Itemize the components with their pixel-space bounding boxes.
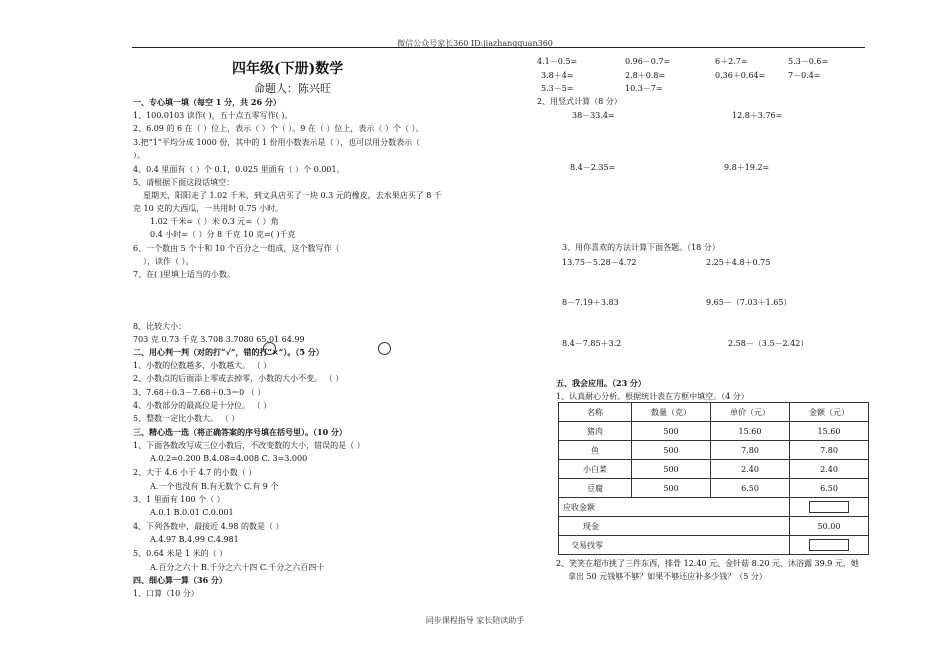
choice-q5: 5、0.64 米是 1 米的（ ）	[133, 549, 228, 558]
easy-calc: 9.65－（7.03＋1.65）	[706, 298, 792, 307]
answer-box[interactable]	[809, 501, 849, 513]
choice-q3-options: A.0.1 B.0.01 C.0.001	[150, 508, 234, 517]
table-cell: 15.60	[790, 422, 869, 441]
table-header-cell: 数量（克）	[632, 403, 711, 422]
page-title: 四年级(下册)数学	[232, 61, 344, 77]
choice-q4-options: A.4.97 B.4.99 C.4.981	[150, 535, 239, 544]
easy-calc: 13.75－5.28－4.72	[562, 258, 637, 267]
stats-table	[558, 402, 869, 555]
vertical-calc: 38－33.4=	[572, 111, 615, 120]
table-cell: 500	[632, 460, 711, 479]
choice-q2-options: A.一个也没有 B.有无数个 C.有 9 个	[150, 482, 279, 491]
table-cell: 豆腐	[559, 479, 632, 498]
oral-calc: 2.8＋0.8=	[625, 71, 666, 80]
judge-q1: 1、小数的位数越多，小数越大。 （ ）	[133, 361, 272, 370]
fill-q1: 1、100.0103 读作( )，五十点五零写作( )。	[133, 111, 293, 120]
oral-calc: 3.8＋4=	[541, 71, 574, 80]
fill-q5-text1: 星期天，阳阳走了 1.02 千米，到文具店买了一块 0.3 元的橡皮，去水果店买了 8 千	[143, 191, 442, 200]
section-4-sub1: 1、口算（10 分）	[133, 589, 199, 598]
table-cell: 鱼	[559, 441, 632, 460]
due-label: 应收金额	[563, 502, 595, 512]
easy-calc: 2.58－（3.5－2.42）	[728, 339, 809, 348]
section-4-title: 四、细心算一算（36 分）	[133, 575, 227, 585]
choice-q5-options: A.百分之六十 B.千分之六十四 C.千分之六百四十	[150, 563, 325, 572]
table-row	[559, 460, 869, 479]
table-cell: 2.40	[711, 460, 790, 479]
header-rule	[132, 47, 865, 48]
apply-q1: 1、认真耐心分析。根据统计表在方框中填空。（4 分）	[556, 392, 749, 401]
easy-calc: 8.4－7.85＋3.2	[562, 339, 622, 348]
change-label: 交易找零	[571, 540, 603, 550]
fill-q3-line1: 3.把“1”平均分成 1000 份，其中的 1 份用小数表示是（ ），也可以用分数表示（	[133, 138, 421, 147]
table-cell: 6.50	[711, 479, 790, 498]
fill-q5: 5、请根据下面这段话填空：	[133, 178, 235, 187]
section-3-title: 三、精心选一选（将正确答案的序号填在括号里）。（10 分）	[133, 427, 347, 437]
choice-q3: 3、1 里面有 100 个（ ）	[133, 495, 225, 504]
table-row	[559, 441, 869, 460]
table-row	[559, 422, 869, 441]
vertical-calc: 12.8＋3.76=	[732, 111, 783, 120]
fill-q6-line1: 6、一个数由 5 个十和 10 个百分之一组成，这个数写作（	[133, 244, 340, 253]
table-cell	[790, 498, 869, 517]
table-cell: 500	[632, 441, 711, 460]
vertical-calc: 9.8＋19.2=	[724, 163, 770, 172]
answer-box[interactable]	[809, 539, 849, 551]
judge-q4: 4、小数部分的最高位是十分位。 （ ）	[133, 401, 272, 410]
choice-q2: 2、大于 4.6 小于 4.7 的小数（ ）	[133, 468, 257, 477]
table-row	[559, 517, 869, 536]
table-cell: 7.80	[790, 441, 869, 460]
section-5-title: 五、我会应用。（23 分）	[556, 378, 646, 388]
vertical-calc: 8.4－2.35=	[570, 163, 616, 172]
fill-q8-items: 703 克 0.73 千克 3.708 3.7080 65.01 64.99	[133, 335, 305, 344]
table-cell: 15.60	[711, 422, 790, 441]
table-cell	[559, 498, 790, 517]
table-cell: 小白菜	[559, 460, 632, 479]
table-header-cell: 金额（元）	[790, 403, 869, 422]
table-row	[559, 498, 869, 517]
author-line: 命题人：陈兴旺	[254, 82, 331, 95]
table-cell: 猪肉	[559, 422, 632, 441]
fill-q6-line2: ），读作（ ）。	[143, 257, 194, 266]
fill-q2: 2、6.09 的 6 在（ ）位上，表示（ ）个（ ）。9 在（ ）位上，表示（ ）个（ ）。	[133, 124, 424, 133]
oral-calc: 4.1－0.5=	[537, 57, 578, 66]
table-cell	[559, 536, 790, 555]
table-cell: 50.00	[790, 517, 869, 536]
table-cell: 6.50	[790, 479, 869, 498]
fill-q7: 7、在( )里填上适当的小数。	[133, 270, 235, 279]
fill-q3-line2: ）。	[133, 151, 145, 160]
apply-q2-line1: 2、笑笑在超市挑了三件东西，排骨 12.40 元、金针菇 8.20 元、沐浴露 39.9 元，她	[556, 559, 859, 568]
fill-q4: 4、0.4 里面有（ ）个 0.1，0.025 里面有（ ）个 0.001。	[133, 165, 345, 174]
oral-calc: 5.3－5=	[541, 84, 574, 93]
choice-q1: 1、下面各数改写成三位小数后，不改变数的大小，错误的是（ ）	[133, 441, 365, 450]
table-cell: 500	[632, 479, 711, 498]
page-footer: 同步课程指导 家长陪读助手	[425, 616, 525, 625]
oral-calc: 0.36＋0.64=	[715, 71, 766, 80]
table-cell: 2.40	[790, 460, 869, 479]
judge-q3: 3、7.68＋0.3－7.68＋0.3＝0 （ ）	[133, 388, 266, 397]
judge-q2: 2、小数点的后面添上零或去掉零，小数的大小不变。 （ ）	[133, 374, 344, 383]
section-1-title: 一、专心填一填（每空 1 分，共 26 分）	[133, 97, 281, 107]
oral-calc: 0.96－0.7=	[625, 57, 671, 66]
judge-q5: 5、整数一定比小数大。 （ ）	[133, 414, 240, 423]
table-cell: 7.80	[711, 441, 790, 460]
table-header-cell: 单价（元）	[711, 403, 790, 422]
vertical-calc-title: 2、用竖式计算（8 分）	[537, 97, 622, 106]
easy-calc: 8－7.19＋3.83	[562, 298, 619, 307]
oral-calc: 5.3－0.6=	[788, 57, 829, 66]
table-cell	[559, 517, 790, 536]
easy-calc: 2.25＋4.8＋0.75	[706, 258, 771, 267]
cash-label: 现金	[583, 521, 599, 531]
table-cell: 500	[632, 422, 711, 441]
section-2-title: 二、用心判一判（对的打“√”，错的打“×”）。（5 分）	[133, 347, 324, 357]
fill-q5-blank1: 1.02 千米=（ ）米 0.3 元=（ ）角	[150, 217, 279, 226]
table-header-cell: 名称	[559, 403, 632, 422]
fill-q5-blank2: 0.4 小时=（ ）分 8 千克 10 克=( )千克	[150, 230, 296, 239]
table-row	[559, 479, 869, 498]
table-row	[559, 536, 869, 555]
choice-q4: 4、下列各数中，最接近 4.98 的数是（ ）	[133, 522, 284, 531]
choice-q1-options: A.0.2=0.200 B.4.08=4.008 C. 3=3.000	[150, 454, 308, 463]
oral-calc: 7－0.4=	[788, 71, 821, 80]
compare-circle	[378, 342, 391, 355]
easy-calc-title: 3、用你喜欢的方法计算下面各题。（18 分）	[562, 243, 720, 252]
fill-q8: 8、比较大小：	[133, 322, 187, 331]
page-header: 微信公众号家长360 ID:jiazhangquan360	[397, 39, 553, 48]
apply-q2-line2: 拿出 50 元钱够不够？如果不够还应补多少钱？（5 分）	[568, 572, 767, 581]
oral-calc: 10.3－7=	[625, 84, 663, 93]
fill-q5-text2: 克 10 克的大西瓜，一共用时 0.75 小时。	[133, 204, 284, 213]
oral-calc: 6＋2.7=	[715, 57, 748, 66]
table-cell	[790, 536, 869, 555]
